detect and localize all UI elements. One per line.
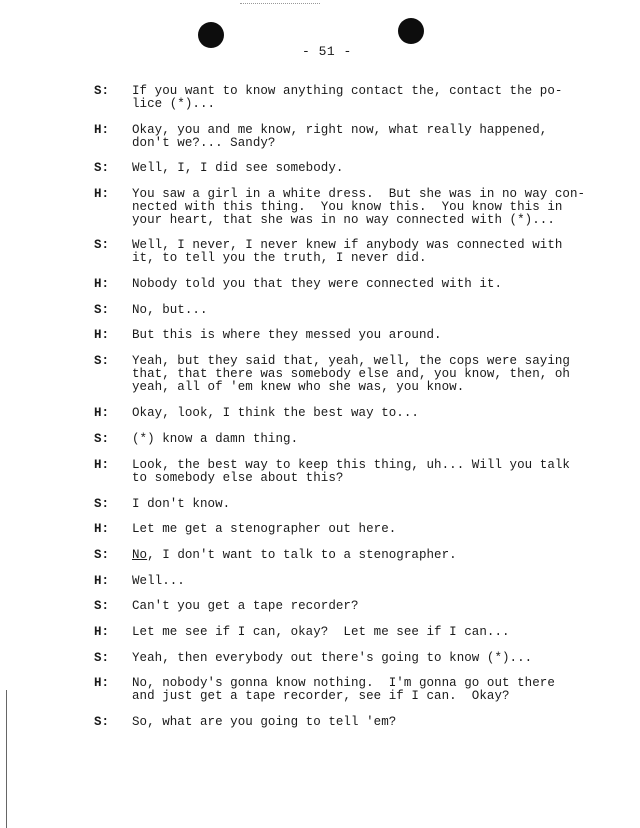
entry-text: [132, 407, 602, 420]
speaker-label: H:: [94, 458, 110, 472]
speaker-label: S:: [94, 599, 110, 613]
speaker-label: S:: [94, 548, 110, 562]
text-line: and just get a tape recorder, see if I can. Okay?: [132, 689, 510, 703]
entry-text: [132, 652, 602, 665]
speaker-label: H:: [94, 277, 110, 291]
text-line: Well...: [132, 574, 185, 588]
text-line: No, but...: [132, 303, 208, 317]
text-line: Let me see if I can, okay? Let me see if I can...: [132, 625, 510, 639]
speaker-label: S:: [94, 303, 110, 317]
speaker-label: S:: [94, 354, 110, 368]
speaker-label: H:: [94, 522, 110, 536]
text-line: lice (*)...: [132, 97, 216, 111]
entry-text: [132, 162, 602, 175]
punch-hole-right: [398, 18, 424, 44]
text-line: Nobody told you that they were connected with it.: [132, 277, 503, 291]
entry-text: [132, 433, 602, 446]
text-line: Look, the best way to keep this thing, uh... Will you talk: [132, 458, 570, 472]
speaker-label: S:: [94, 238, 110, 252]
entry-text: [132, 575, 602, 588]
entry-text: [132, 677, 602, 703]
text-line: Well, I never, I never knew if anybody was connected with: [132, 238, 563, 252]
text-line-rest: , I don't want to talk to a stenographer.: [147, 548, 457, 562]
text-line: But this is where they messed you around.: [132, 328, 442, 342]
text-line: (*) know a damn thing.: [132, 432, 299, 446]
text-line: Well, I, I did see somebody.: [132, 161, 344, 175]
underlined-word: No: [132, 548, 148, 562]
text-line: your heart, that she was in no way connected with (*)...: [132, 213, 555, 227]
text-line: You saw a girl in a white dress. But she was in no way con-: [132, 187, 586, 201]
speaker-label: H:: [94, 574, 110, 588]
speaker-label: S:: [94, 84, 110, 98]
entry-text: [132, 85, 602, 111]
text-line: yeah, all of 'em knew who she was, you know.: [132, 380, 465, 394]
entry-text: [132, 355, 602, 394]
speaker-label: H:: [94, 328, 110, 342]
entry-text: [132, 239, 602, 265]
entry-text: [132, 600, 602, 613]
entry-text: [132, 124, 602, 150]
text-line: it, to tell you the truth, I never did.: [132, 251, 427, 265]
text-line: Yeah, but they said that, yeah, well, the cops were saying: [132, 354, 570, 368]
text-line: Yeah, then everybody out there's going to know (*)...: [132, 651, 533, 665]
text-line: So, what are you going to tell 'em?: [132, 715, 397, 729]
text-line: that, that there was somebody else and, you know, then, oh: [132, 367, 570, 381]
entry-text: [132, 498, 602, 511]
top-edge-mark: [240, 3, 320, 4]
entry-text: [132, 304, 602, 317]
text-line: don't we?... Sandy?: [132, 136, 276, 150]
speaker-label: S:: [94, 715, 110, 729]
left-margin-line: [6, 690, 7, 828]
entry-text: [132, 188, 602, 227]
text-line: Okay, look, I think the best way to...: [132, 406, 419, 420]
speaker-label: S:: [94, 432, 110, 446]
speaker-label: H:: [94, 187, 110, 201]
speaker-label: S:: [94, 497, 110, 511]
entry-text: [132, 549, 602, 562]
entry-text: [132, 716, 602, 729]
text-line: Can't you get a tape recorder?: [132, 599, 359, 613]
text-line: to somebody else about this?: [132, 471, 344, 485]
speaker-label: H:: [94, 123, 110, 137]
text-line: Let me get a stenographer out here.: [132, 522, 397, 536]
punch-hole-left: [198, 22, 224, 48]
page-number: - 51 -: [302, 44, 352, 59]
text-line: If you want to know anything contact the, contact the po-: [132, 84, 563, 98]
text-line: [132, 549, 602, 562]
speaker-label: S:: [94, 651, 110, 665]
entry-text: [132, 459, 602, 485]
text-line: No, nobody's gonna know nothing. I'm gonna go out there: [132, 676, 555, 690]
speaker-label: H:: [94, 406, 110, 420]
speaker-label: H:: [94, 676, 110, 690]
speaker-label: H:: [94, 625, 110, 639]
text-line: I don't know.: [132, 497, 231, 511]
entry-text: [132, 626, 602, 639]
speaker-label: S:: [94, 161, 110, 175]
text-line: nected with this thing. You know this. You know this in: [132, 200, 563, 214]
text-line: Okay, you and me know, right now, what really happened,: [132, 123, 548, 137]
entry-text: [132, 523, 602, 536]
entry-text: [132, 329, 602, 342]
entry-text: [132, 278, 602, 291]
